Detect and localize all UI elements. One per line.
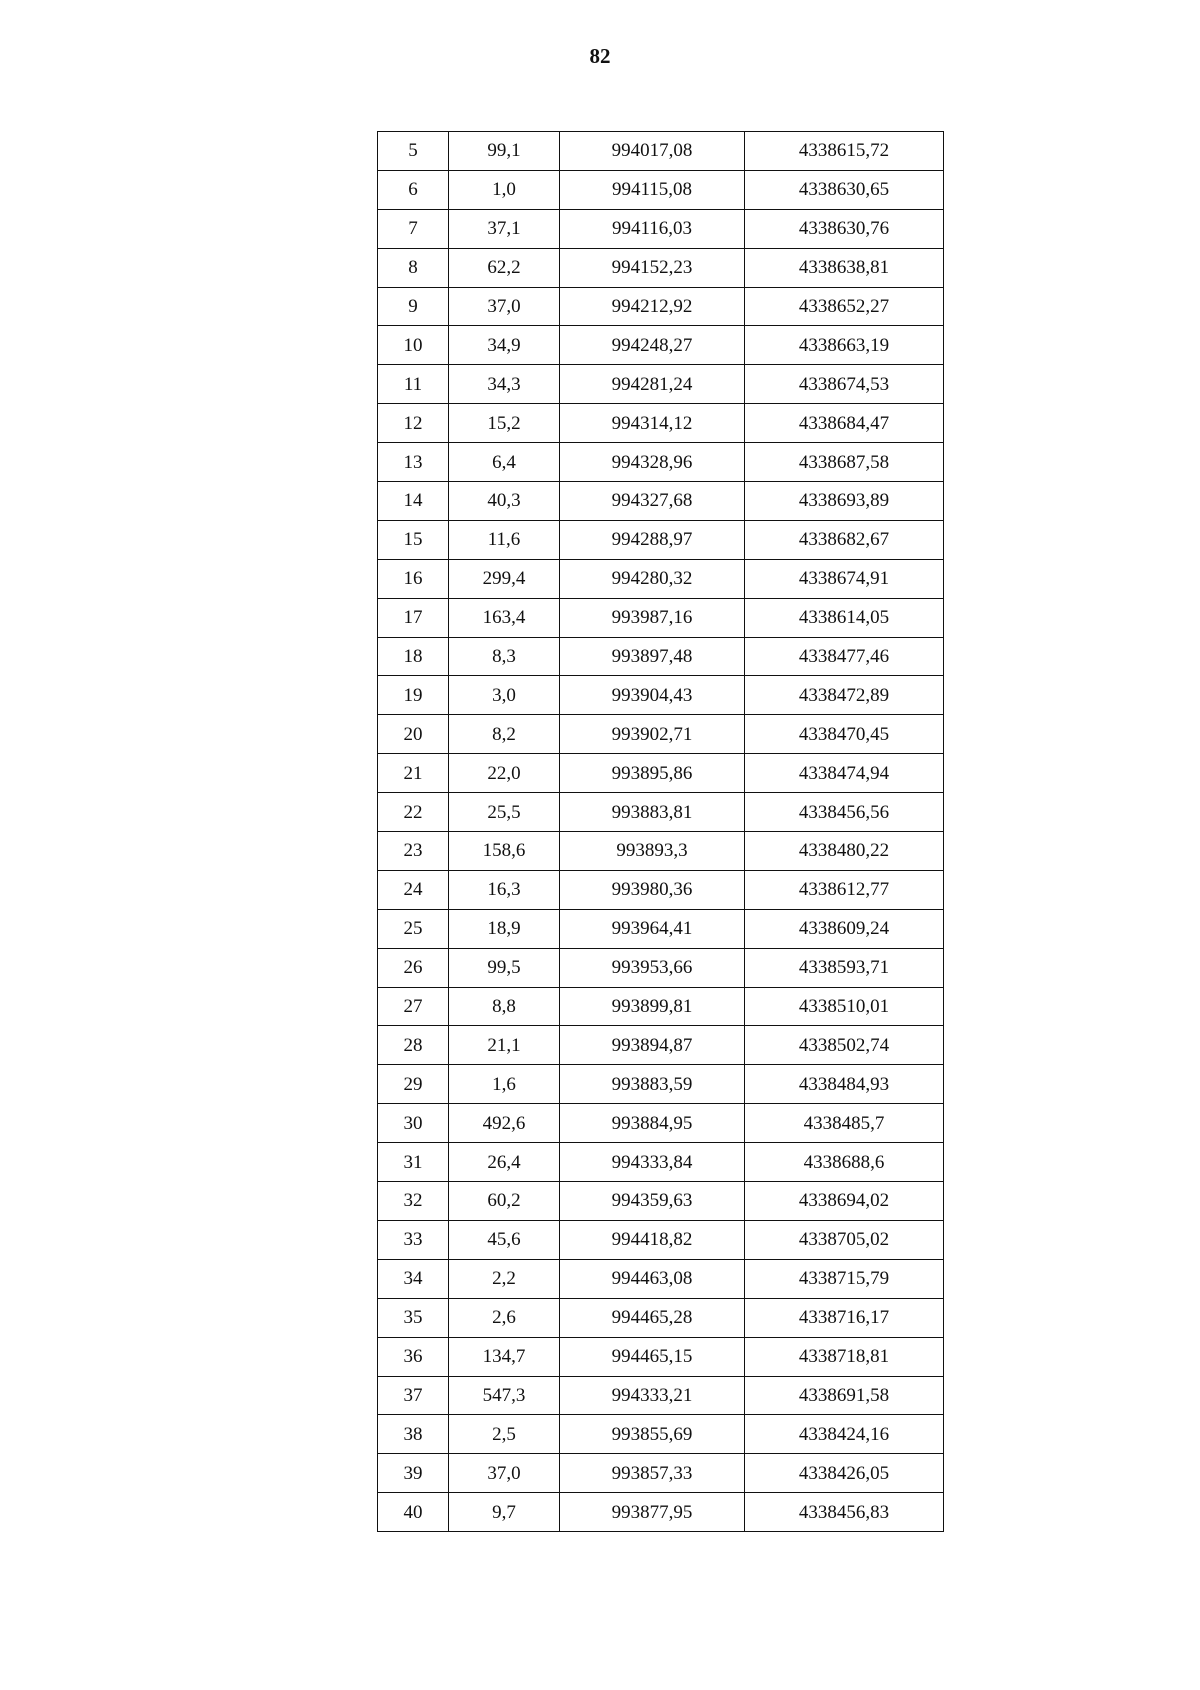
distance-cell: 2,5 [449, 1415, 560, 1454]
x-coordinate-cell: 994314,12 [560, 404, 745, 443]
table-row [378, 1298, 944, 1337]
table-row [378, 365, 944, 404]
point-number-cell: 25 [378, 909, 449, 948]
point-number-cell: 38 [378, 1415, 449, 1454]
distance-cell: 34,9 [449, 326, 560, 365]
x-coordinate-cell: 994281,24 [560, 365, 745, 404]
x-coordinate-cell: 994465,28 [560, 1298, 745, 1337]
y-coordinate-cell: 4338682,67 [745, 520, 944, 559]
y-coordinate-cell: 4338674,91 [745, 559, 944, 598]
x-coordinate-cell: 994017,08 [560, 132, 745, 171]
x-coordinate-cell: 994359,63 [560, 1182, 745, 1221]
table-row [378, 443, 944, 482]
distance-cell: 1,0 [449, 170, 560, 209]
point-number-cell: 20 [378, 715, 449, 754]
table-row [378, 287, 944, 326]
x-coordinate-cell: 993855,69 [560, 1415, 745, 1454]
point-number-cell: 17 [378, 598, 449, 637]
distance-cell: 8,2 [449, 715, 560, 754]
table-row [378, 909, 944, 948]
y-coordinate-cell: 4338484,93 [745, 1065, 944, 1104]
table-row [378, 132, 944, 171]
distance-cell: 134,7 [449, 1337, 560, 1376]
distance-cell: 547,3 [449, 1376, 560, 1415]
distance-cell: 11,6 [449, 520, 560, 559]
point-number-cell: 29 [378, 1065, 449, 1104]
point-number-cell: 18 [378, 637, 449, 676]
point-number-cell: 13 [378, 443, 449, 482]
y-coordinate-cell: 4338609,24 [745, 909, 944, 948]
table-row [378, 1182, 944, 1221]
x-coordinate-cell: 994280,32 [560, 559, 745, 598]
point-number-cell: 40 [378, 1493, 449, 1532]
x-coordinate-cell: 994288,97 [560, 520, 745, 559]
y-coordinate-cell: 4338472,89 [745, 676, 944, 715]
point-number-cell: 7 [378, 209, 449, 248]
point-number-cell: 34 [378, 1259, 449, 1298]
distance-cell: 492,6 [449, 1104, 560, 1143]
point-number-cell: 14 [378, 482, 449, 521]
point-number-cell: 23 [378, 832, 449, 871]
table-row [378, 598, 944, 637]
y-coordinate-cell: 4338718,81 [745, 1337, 944, 1376]
y-coordinate-cell: 4338630,76 [745, 209, 944, 248]
y-coordinate-cell: 4338612,77 [745, 870, 944, 909]
point-number-cell: 39 [378, 1454, 449, 1493]
y-coordinate-cell: 4338480,22 [745, 832, 944, 871]
table-row [378, 1337, 944, 1376]
y-coordinate-cell: 4338615,72 [745, 132, 944, 171]
y-coordinate-cell: 4338470,45 [745, 715, 944, 754]
point-number-cell: 21 [378, 754, 449, 793]
y-coordinate-cell: 4338705,02 [745, 1220, 944, 1259]
distance-cell: 45,6 [449, 1220, 560, 1259]
point-number-cell: 27 [378, 987, 449, 1026]
distance-cell: 9,7 [449, 1493, 560, 1532]
table-row [378, 1376, 944, 1415]
distance-cell: 99,5 [449, 948, 560, 987]
table-row [378, 170, 944, 209]
x-coordinate-cell: 994115,08 [560, 170, 745, 209]
table-row [378, 248, 944, 287]
table-row [378, 559, 944, 598]
x-coordinate-cell: 994333,84 [560, 1143, 745, 1182]
y-coordinate-cell: 4338426,05 [745, 1454, 944, 1493]
y-coordinate-cell: 4338477,46 [745, 637, 944, 676]
x-coordinate-cell: 994212,92 [560, 287, 745, 326]
table-row [378, 1143, 944, 1182]
y-coordinate-cell: 4338485,7 [745, 1104, 944, 1143]
distance-cell: 299,4 [449, 559, 560, 598]
y-coordinate-cell: 4338502,74 [745, 1026, 944, 1065]
distance-cell: 37,1 [449, 209, 560, 248]
y-coordinate-cell: 4338474,94 [745, 754, 944, 793]
table-row [378, 715, 944, 754]
point-number-cell: 19 [378, 676, 449, 715]
x-coordinate-cell: 993902,71 [560, 715, 745, 754]
table-row [378, 1454, 944, 1493]
x-coordinate-cell: 994116,03 [560, 209, 745, 248]
point-number-cell: 11 [378, 365, 449, 404]
x-coordinate-cell: 994418,82 [560, 1220, 745, 1259]
x-coordinate-cell: 993895,86 [560, 754, 745, 793]
table-row [378, 1065, 944, 1104]
y-coordinate-cell: 4338638,81 [745, 248, 944, 287]
x-coordinate-cell: 993897,48 [560, 637, 745, 676]
point-number-cell: 35 [378, 1298, 449, 1337]
x-coordinate-cell: 994248,27 [560, 326, 745, 365]
y-coordinate-cell: 4338693,89 [745, 482, 944, 521]
y-coordinate-cell: 4338456,83 [745, 1493, 944, 1532]
distance-cell: 163,4 [449, 598, 560, 637]
table-row [378, 520, 944, 559]
page-number: 82 [589, 44, 611, 68]
distance-cell: 22,0 [449, 754, 560, 793]
point-number-cell: 22 [378, 793, 449, 832]
table-row [378, 1026, 944, 1065]
coordinates-table-body [378, 132, 944, 1532]
y-coordinate-cell: 4338652,27 [745, 287, 944, 326]
distance-cell: 25,5 [449, 793, 560, 832]
x-coordinate-cell: 993899,81 [560, 987, 745, 1026]
table-row [378, 870, 944, 909]
distance-cell: 60,2 [449, 1182, 560, 1221]
distance-cell: 34,3 [449, 365, 560, 404]
table-row [378, 209, 944, 248]
y-coordinate-cell: 4338687,58 [745, 443, 944, 482]
table-row [378, 948, 944, 987]
point-number-cell: 32 [378, 1182, 449, 1221]
point-number-cell: 30 [378, 1104, 449, 1143]
x-coordinate-cell: 993883,59 [560, 1065, 745, 1104]
point-number-cell: 16 [378, 559, 449, 598]
point-number-cell: 15 [378, 520, 449, 559]
point-number-cell: 12 [378, 404, 449, 443]
distance-cell: 6,4 [449, 443, 560, 482]
distance-cell: 37,0 [449, 287, 560, 326]
x-coordinate-cell: 994333,21 [560, 1376, 745, 1415]
coordinates-table [377, 131, 944, 1532]
table-row [378, 1104, 944, 1143]
y-coordinate-cell: 4338688,6 [745, 1143, 944, 1182]
y-coordinate-cell: 4338716,17 [745, 1298, 944, 1337]
point-number-cell: 6 [378, 170, 449, 209]
x-coordinate-cell: 994152,23 [560, 248, 745, 287]
x-coordinate-cell: 993877,95 [560, 1493, 745, 1532]
point-number-cell: 28 [378, 1026, 449, 1065]
x-coordinate-cell: 993883,81 [560, 793, 745, 832]
x-coordinate-cell: 993987,16 [560, 598, 745, 637]
y-coordinate-cell: 4338663,19 [745, 326, 944, 365]
distance-cell: 2,2 [449, 1259, 560, 1298]
distance-cell: 99,1 [449, 132, 560, 171]
distance-cell: 62,2 [449, 248, 560, 287]
table-row [378, 637, 944, 676]
x-coordinate-cell: 994465,15 [560, 1337, 745, 1376]
point-number-cell: 8 [378, 248, 449, 287]
x-coordinate-cell: 993964,41 [560, 909, 745, 948]
x-coordinate-cell: 993857,33 [560, 1454, 745, 1493]
y-coordinate-cell: 4338456,56 [745, 793, 944, 832]
table-row [378, 326, 944, 365]
distance-cell: 2,6 [449, 1298, 560, 1337]
distance-cell: 15,2 [449, 404, 560, 443]
x-coordinate-cell: 993893,3 [560, 832, 745, 871]
table-row [378, 1415, 944, 1454]
table-row [378, 1493, 944, 1532]
distance-cell: 1,6 [449, 1065, 560, 1104]
point-number-cell: 37 [378, 1376, 449, 1415]
point-number-cell: 33 [378, 1220, 449, 1259]
y-coordinate-cell: 4338630,65 [745, 170, 944, 209]
y-coordinate-cell: 4338674,53 [745, 365, 944, 404]
distance-cell: 37,0 [449, 1454, 560, 1493]
point-number-cell: 26 [378, 948, 449, 987]
point-number-cell: 10 [378, 326, 449, 365]
y-coordinate-cell: 4338715,79 [745, 1259, 944, 1298]
y-coordinate-cell: 4338614,05 [745, 598, 944, 637]
distance-cell: 16,3 [449, 870, 560, 909]
point-number-cell: 31 [378, 1143, 449, 1182]
distance-cell: 18,9 [449, 909, 560, 948]
table-row [378, 754, 944, 793]
x-coordinate-cell: 993904,43 [560, 676, 745, 715]
x-coordinate-cell: 994328,96 [560, 443, 745, 482]
distance-cell: 40,3 [449, 482, 560, 521]
distance-cell: 21,1 [449, 1026, 560, 1065]
y-coordinate-cell: 4338691,58 [745, 1376, 944, 1415]
y-coordinate-cell: 4338694,02 [745, 1182, 944, 1221]
y-coordinate-cell: 4338593,71 [745, 948, 944, 987]
y-coordinate-cell: 4338424,16 [745, 1415, 944, 1454]
distance-cell: 3,0 [449, 676, 560, 715]
table-row [378, 1220, 944, 1259]
distance-cell: 26,4 [449, 1143, 560, 1182]
table-row [378, 482, 944, 521]
table-row [378, 404, 944, 443]
table-row [378, 832, 944, 871]
x-coordinate-cell: 993884,95 [560, 1104, 745, 1143]
table-row [378, 987, 944, 1026]
table-row [378, 676, 944, 715]
point-number-cell: 9 [378, 287, 449, 326]
x-coordinate-cell: 993980,36 [560, 870, 745, 909]
x-coordinate-cell: 994463,08 [560, 1259, 745, 1298]
point-number-cell: 24 [378, 870, 449, 909]
x-coordinate-cell: 993953,66 [560, 948, 745, 987]
distance-cell: 8,3 [449, 637, 560, 676]
x-coordinate-cell: 994327,68 [560, 482, 745, 521]
point-number-cell: 5 [378, 132, 449, 171]
table-row [378, 793, 944, 832]
distance-cell: 158,6 [449, 832, 560, 871]
y-coordinate-cell: 4338510,01 [745, 987, 944, 1026]
table-row [378, 1259, 944, 1298]
point-number-cell: 36 [378, 1337, 449, 1376]
y-coordinate-cell: 4338684,47 [745, 404, 944, 443]
distance-cell: 8,8 [449, 987, 560, 1026]
x-coordinate-cell: 993894,87 [560, 1026, 745, 1065]
